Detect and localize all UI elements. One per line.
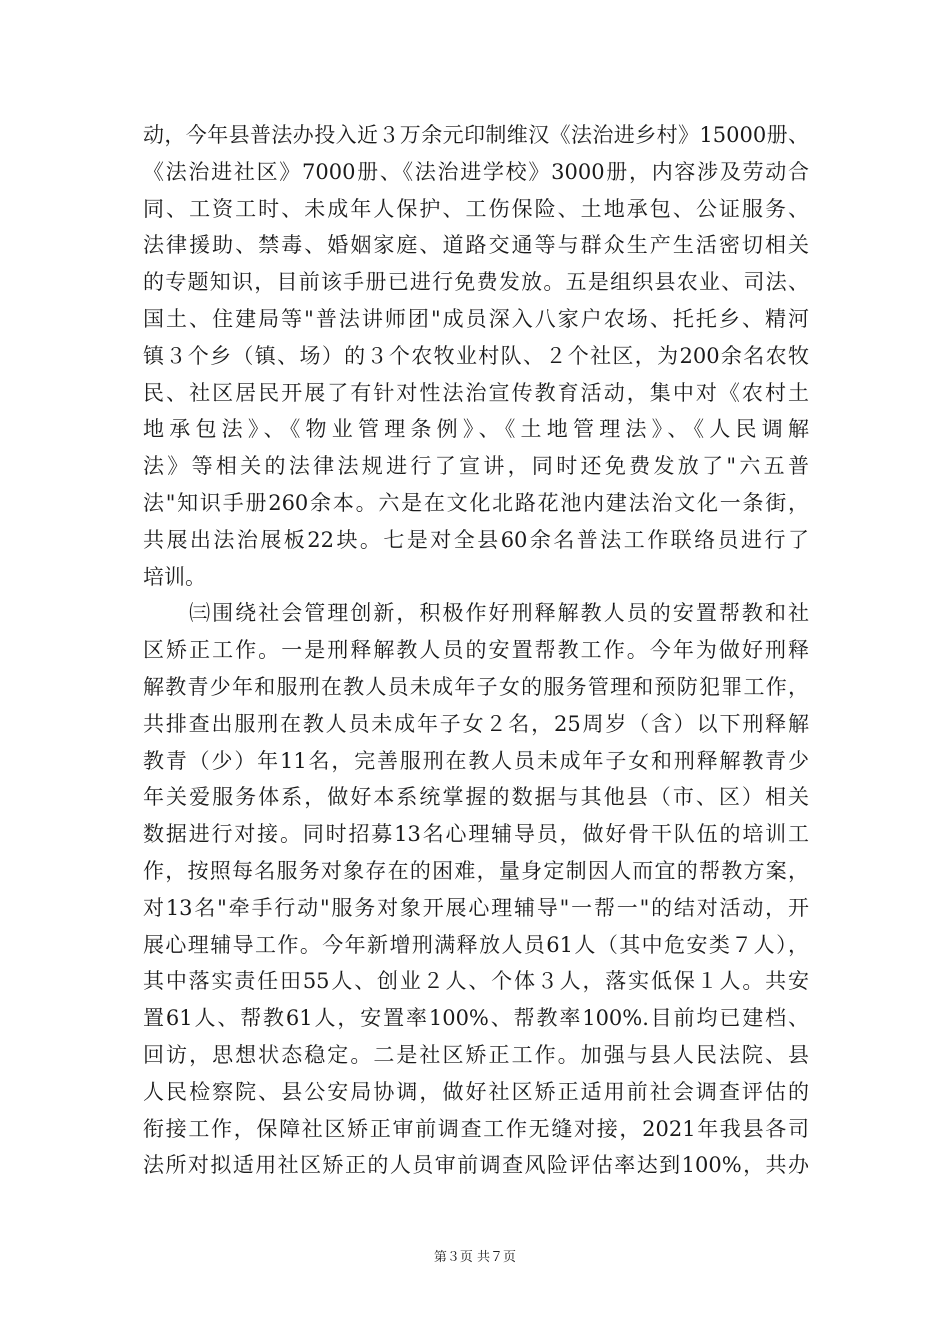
text-line: 置61人、帮教61人，安置率100%、帮教率100%.目前均已建档、 [143,1006,809,1031]
text-line: 镇３个乡（镇、场）的３个农牧业村队、２个社区，为200余名农牧 [143,343,809,368]
text-line: 教青（少）年11名，完善服刑在教人员未成年子女和刑释解教青少 [143,748,809,773]
text-line: 数据进行对接。同时招募13名心理辅导员，做好骨干队伍的培训工 [143,822,809,847]
text-line: 地承包法》、《物业管理条例》、《土地管理法》、《人民调解 [143,417,809,442]
text-line: 法》等相关的法律法规进行了宣讲，同时还免费发放了"六五普 [143,454,809,479]
text-line: 回访，思想状态稳定。二是社区矫正工作。加强与县人民法院、县 [143,1042,809,1067]
document-body [143,117,809,1184]
text-line: 人民检察院、县公安局协调，做好社区矫正适用前社会调查评估的 [143,1079,809,1104]
text-line: 年关爱服务体系，做好本系统掌握的数据与其他县（市、区）相关 [143,785,809,810]
text-line: 的专题知识，目前该手册已进行免费发放。五是组织县农业、司法、 [143,270,809,295]
text-line: 其中落实责任田55人、创业２人、个体３人，落实低保１人。共安 [143,969,809,994]
text-line: 法律援助、禁毒、婚姻家庭、道路交通等与群众生产生活密切相关 [143,233,809,258]
text-line: 衔接工作，保障社区矫正审前调查工作无缝对接，2021年我县各司 [143,1116,809,1141]
text-line: 展心理辅导工作。今年新增刑满释放人员61人（其中危安类７人）， [143,932,809,957]
text-line: 作，按照每名服务对象存在的困难，量身定制因人而宜的帮教方案， [143,858,809,883]
text-line: 法"知识手册260余本。六是在文化北路花池内建法治文化一条街， [143,490,809,515]
text-line: 国土、住建局等"普法讲师团"成员深入八家户农场、托托乡、精河 [143,306,809,331]
text-line: 对13名"牵手行动"服务对象开展心理辅导"一帮一"的结对活动，开 [143,895,809,920]
text-line: 共排查出服刑在教人员未成年子女２名，25周岁（含）以下刑释解 [143,711,809,736]
text-line: 解教青少年和服刑在教人员未成年子女的服务管理和预防犯罪工作， [143,674,809,699]
text-line: 培训。 [143,564,206,589]
page-footer: 第３页 共７页 [433,1250,517,1265]
text-line: ㈢围绕社会管理创新，积极作好刑释解教人员的安置帮教和社 [143,601,809,626]
text-line: 民、社区居民开展了有针对性法治宣传教育活动，集中对《农村土 [143,380,809,405]
text-line: 法所对拟适用社区矫正的人员审前调查风险评估率达到100%，共办 [143,1153,809,1178]
text-line: 《法治进社区》7000册、《法治进学校》3000册，内容涉及劳动合 [143,159,809,184]
text-line: 区矫正工作。一是刑释解教人员的安置帮教工作。今年为做好刑释 [143,638,809,663]
text-line: 共展出法治展板22块。七是对全县60余名普法工作联络员进行了 [143,527,809,552]
text-line: 同、工资工时、未成年人保护、工伤保险、土地承包、公证服务、 [143,196,809,221]
text-line: 动，今年县普法办投入近３万余元印制维汉《法治进乡村》15000册、 [143,123,809,147]
